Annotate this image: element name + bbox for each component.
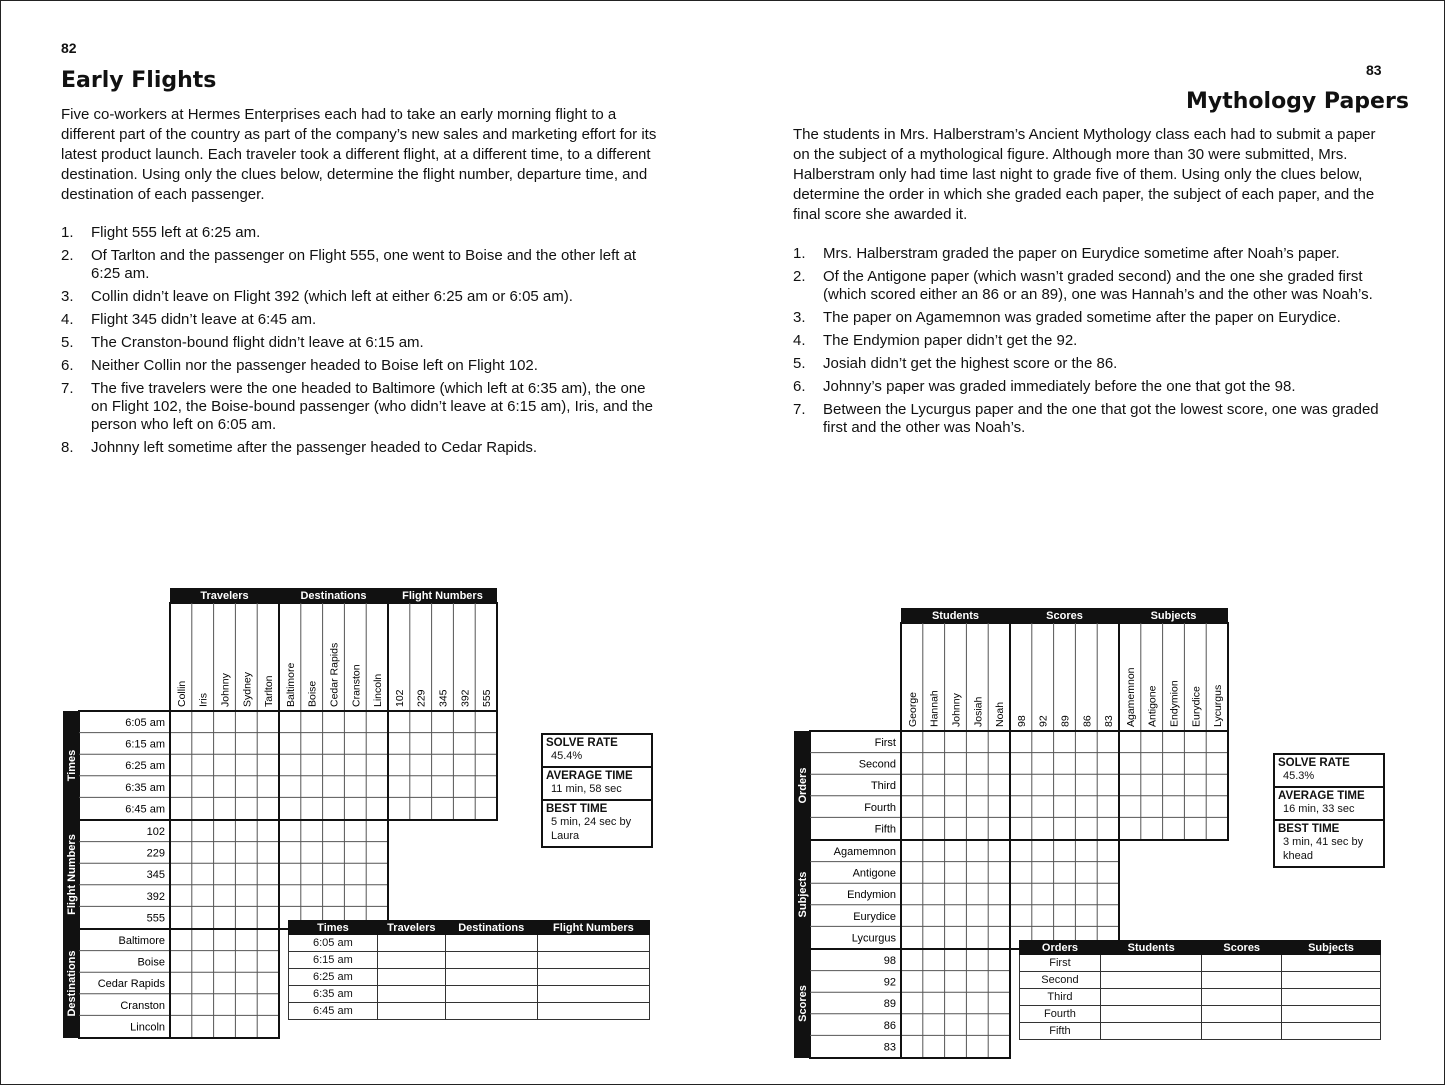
answer-cell[interactable] (1282, 1023, 1381, 1040)
answer-row-label: First (1020, 955, 1101, 972)
row-item-label: Lincoln (130, 1021, 165, 1034)
row-item-label: 6:05 am (125, 717, 165, 729)
row-item-label: 83 (883, 1041, 896, 1054)
answer-header: Scores (1202, 941, 1282, 955)
answer-header: Orders (1020, 941, 1101, 955)
clue-text: Neither Collin nor the passenger headed to Boise left on Flight 102. (91, 357, 538, 374)
column-group-label: Travelers (200, 590, 249, 602)
row-item-label: 555 (146, 912, 165, 925)
answer-row (1020, 989, 1381, 1006)
row-item-label: 102 (146, 826, 165, 838)
answer-row-label: 6:45 am (289, 1003, 378, 1020)
answer-cell[interactable] (1282, 972, 1381, 989)
column-item-label: Collin (175, 680, 188, 707)
stats-box-right (1273, 753, 1385, 868)
row-item-label: 92 (883, 976, 896, 989)
row-item-label: 89 (883, 998, 896, 1011)
clue-number: 2. (793, 268, 806, 285)
answer-row-label: 6:05 am (289, 935, 378, 952)
row-group-label: Orders (797, 767, 809, 804)
answer-cell[interactable] (1282, 989, 1381, 1006)
clue-text: Flight 345 didn’t leave at 6:45 am. (91, 311, 317, 328)
clue-number: 8. (61, 439, 74, 456)
best-time: BEST TIME 3 min, 41 sec by khead (1278, 823, 1364, 862)
clue-text: Johnny’s paper was graded immediately before the one that got the 98. (823, 378, 1296, 395)
row-item-label: First (874, 737, 896, 749)
grid-block[interactable] (1010, 731, 1119, 840)
answer-header: Times (289, 921, 378, 935)
column-item-label: 392 (459, 689, 472, 707)
answer-row (1020, 1006, 1381, 1023)
row-item-label: Third (870, 780, 896, 793)
clue-text: The Endymion paper didn’t get the 92. (823, 332, 1078, 349)
column-item-label: Sydney (241, 671, 254, 707)
clue-number: 6. (61, 357, 74, 374)
column-item-label: Lycurgus (1212, 684, 1225, 727)
row-item-label: Cedar Rapids (97, 978, 165, 991)
answer-cell[interactable] (1100, 1023, 1202, 1040)
grid-block[interactable] (1010, 840, 1119, 949)
row-item-label: 86 (883, 1019, 896, 1032)
solve-rate: SOLVE RATE 45.3% (1275, 755, 1383, 788)
answer-row-label: Third (1020, 989, 1101, 1006)
row-item-label: 392 (146, 890, 165, 903)
column-item-label: Johnny (219, 673, 232, 707)
clue-text: The paper on Agamemnon was graded sometime after the paper on Eurydice. (823, 309, 1341, 326)
answer-cell[interactable] (1202, 972, 1282, 989)
clue-number: 3. (793, 309, 806, 326)
answer-cell[interactable] (1100, 989, 1202, 1006)
clue-text: Collin didn’t leave on Flight 392 (which left at either 6:25 am or 6:05 am). (91, 288, 573, 305)
clue-number: 6. (793, 378, 806, 395)
column-item-label: Boise (306, 680, 319, 707)
column-group-label: Students (931, 610, 980, 622)
column-group-label: Destinations (300, 590, 367, 602)
row-item-label: Baltimore (118, 935, 165, 947)
clue-text: Josiah didn’t get the highest score or the 86. (823, 355, 1118, 372)
answer-row (1020, 955, 1381, 972)
column-item-label: Johnny (950, 693, 963, 727)
page-number-left: 82 (61, 40, 77, 56)
page-number-right: 83 (1366, 62, 1382, 78)
column-item-label: 345 (437, 689, 450, 707)
column-item-label: Noah (994, 701, 1007, 727)
row-group-label: Destinations (66, 950, 78, 1017)
clue-number: 5. (793, 355, 806, 372)
answer-cell[interactable] (1282, 955, 1381, 972)
row-item-label: Boise (137, 956, 165, 969)
column-item-label: Agamemnon (1124, 667, 1137, 727)
puzzle-title-left: Early Flights (61, 68, 217, 93)
clue-number: 2. (61, 247, 74, 264)
clue-text: Of the Antigone paper (which wasn’t graded second) and the one she graded first (which scored either an 86 or an 89), one was Hannah’s and the other was Noah’s. (823, 268, 1373, 303)
column-item-label: 83 (1103, 715, 1116, 727)
answer-row-label: Fifth (1020, 1023, 1101, 1040)
answer-row-label: 6:25 am (289, 969, 378, 986)
answer-cell[interactable] (1100, 955, 1202, 972)
row-item-label: 6:15 am (125, 738, 165, 751)
row-item-label: Cranston (120, 999, 165, 1012)
answer-header: Destinations (445, 921, 537, 935)
best-time: BEST TIME 5 min, 24 sec by Laura (546, 803, 632, 842)
row-item-label: Eurydice (853, 910, 896, 923)
answer-header: Subjects (1282, 941, 1381, 955)
column-item-label: Lincoln (372, 673, 385, 707)
answer-row-label: 6:15 am (289, 952, 378, 969)
row-item-label: Antigone (852, 867, 896, 880)
row-item-label: 98 (883, 955, 896, 967)
answer-cell[interactable] (1202, 989, 1282, 1006)
answer-header: Flight Numbers (537, 921, 649, 935)
column-item-label: 555 (481, 689, 494, 707)
row-group-label: Subjects (797, 871, 809, 918)
row-group-label: Times (66, 749, 78, 782)
column-group-label: Flight Numbers (402, 590, 483, 602)
answer-cell[interactable] (1202, 955, 1282, 972)
clue-text: Johnny left sometime after the passenger headed to Cedar Rapids. (91, 439, 538, 456)
answer-row-label: Fourth (1020, 1006, 1101, 1023)
column-item-label: Antigone (1146, 685, 1159, 727)
clue-number: 5. (61, 334, 74, 351)
row-item-label: 6:35 am (125, 781, 165, 794)
column-item-label: George (906, 691, 919, 727)
column-group-label: Subjects (1150, 610, 1197, 622)
clue-number: 7. (61, 380, 74, 397)
column-item-label: 86 (1081, 715, 1094, 727)
clue-text: Between the Lycurgus paper and the one that got the lowest score, one was graded first and the other was Noah’s. (823, 401, 1379, 436)
column-item-label: 229 (415, 689, 428, 707)
puzzle-intro-left: Five co-workers at Hermes Enterprises each had to take an early morning flight to a different part of the country as part of the company’s new sales and marketing effort for its latest product launch. Each traveler took a different flight, at a different time, to a different destination. Using only the clues below, determine the flight number, departure time, and destination of each passenger. (61, 106, 657, 203)
row-item-label: Endymion (847, 889, 896, 902)
clue-number: 4. (793, 332, 806, 349)
answer-cell[interactable] (1202, 1023, 1282, 1040)
row-item-label: Second (858, 758, 896, 771)
row-item-label: 345 (146, 869, 165, 882)
clue-number: 1. (61, 224, 74, 241)
answer-row (1020, 1023, 1381, 1040)
column-item-label: Cranston (350, 664, 363, 707)
clue-number: 4. (61, 311, 74, 328)
puzzle-title-right: Mythology Papers (1186, 89, 1409, 114)
column-item-label: Josiah (972, 696, 985, 727)
grid-block[interactable] (1119, 731, 1228, 840)
column-item-label: Cedar Rapids (328, 642, 341, 707)
grid-block[interactable] (901, 840, 1010, 949)
column-item-label: Endymion (1168, 680, 1181, 727)
average-time: AVERAGE TIME 11 min, 58 sec (543, 768, 651, 801)
column-item-label: 98 (1015, 715, 1028, 727)
column-item-label: Iris (197, 693, 210, 707)
answer-table-right (1019, 940, 1381, 1040)
grid-block[interactable] (901, 949, 1010, 1058)
clue-text: Of Tarlton and the passenger on Flight 555, one went to Boise and the other left at 6:25 am. (91, 247, 637, 282)
column-group-label: Scores (1046, 610, 1083, 622)
row-group-label: Scores (797, 985, 809, 1022)
answer-cell[interactable] (1202, 1006, 1282, 1023)
column-item-label: Tarlton (263, 675, 276, 707)
column-label-box (1010, 623, 1119, 731)
row-item-label: Lycurgus (851, 932, 896, 945)
clue-number: 1. (793, 245, 806, 262)
column-item-label: Hannah (928, 690, 941, 727)
row-group-label: Flight Numbers (66, 834, 78, 915)
answer-header: Travelers (377, 921, 445, 935)
clue-text: Flight 555 left at 6:25 am. (91, 224, 261, 241)
clue-text: The Cranston-bound flight didn’t leave at 6:15 am. (91, 334, 424, 351)
answer-row-label: Second (1020, 972, 1101, 989)
column-item-label: Eurydice (1190, 686, 1203, 727)
answer-cell[interactable] (1282, 1006, 1381, 1023)
average-time: AVERAGE TIME 16 min, 33 sec (1275, 788, 1383, 821)
row-item-label: 229 (146, 847, 165, 860)
answer-cell[interactable] (1100, 972, 1202, 989)
row-item-label: Agamemnon (833, 846, 896, 858)
row-item-label: Fifth (874, 823, 896, 836)
column-item-label: 89 (1059, 715, 1072, 727)
column-item-label: 102 (393, 689, 406, 707)
clue-number: 3. (61, 288, 74, 305)
grid-block[interactable] (901, 731, 1010, 840)
answer-cell[interactable] (1100, 1006, 1202, 1023)
clue-text: Mrs. Halberstram graded the paper on Eurydice sometime after Noah’s paper. (823, 245, 1340, 262)
row-item-label: 6:25 am (125, 760, 165, 773)
clue-number: 7. (793, 401, 806, 418)
row-item-label: 6:45 am (125, 803, 165, 816)
answer-header: Students (1100, 941, 1202, 955)
answer-row-label: 6:35 am (289, 986, 378, 1003)
puzzle-intro-right: The students in Mrs. Halberstram’s Ancient Mythology class each had to submit a paper on the subject of a mythological figure. Although more than 30 were submitted, Mrs. Halberstram only had time last night to grade five of them. Using only the clues below, determine the order in which she graded each paper, the subject of each paper, and the final score she awarded it. (793, 126, 1376, 223)
column-item-label: 92 (1037, 715, 1050, 727)
answer-row (1020, 972, 1381, 989)
clue-text: The five travelers were the one headed to Baltimore (which left at 6:35 am), the one on Flight 102, the Boise-bound passenger (who didn’t leave at 6:15 am), Iris, and the person who left on 6:05 am. (91, 380, 654, 433)
row-item-label: Fourth (864, 801, 896, 814)
column-item-label: Baltimore (284, 662, 297, 707)
solve-rate: SOLVE RATE 45.4% (543, 735, 651, 768)
